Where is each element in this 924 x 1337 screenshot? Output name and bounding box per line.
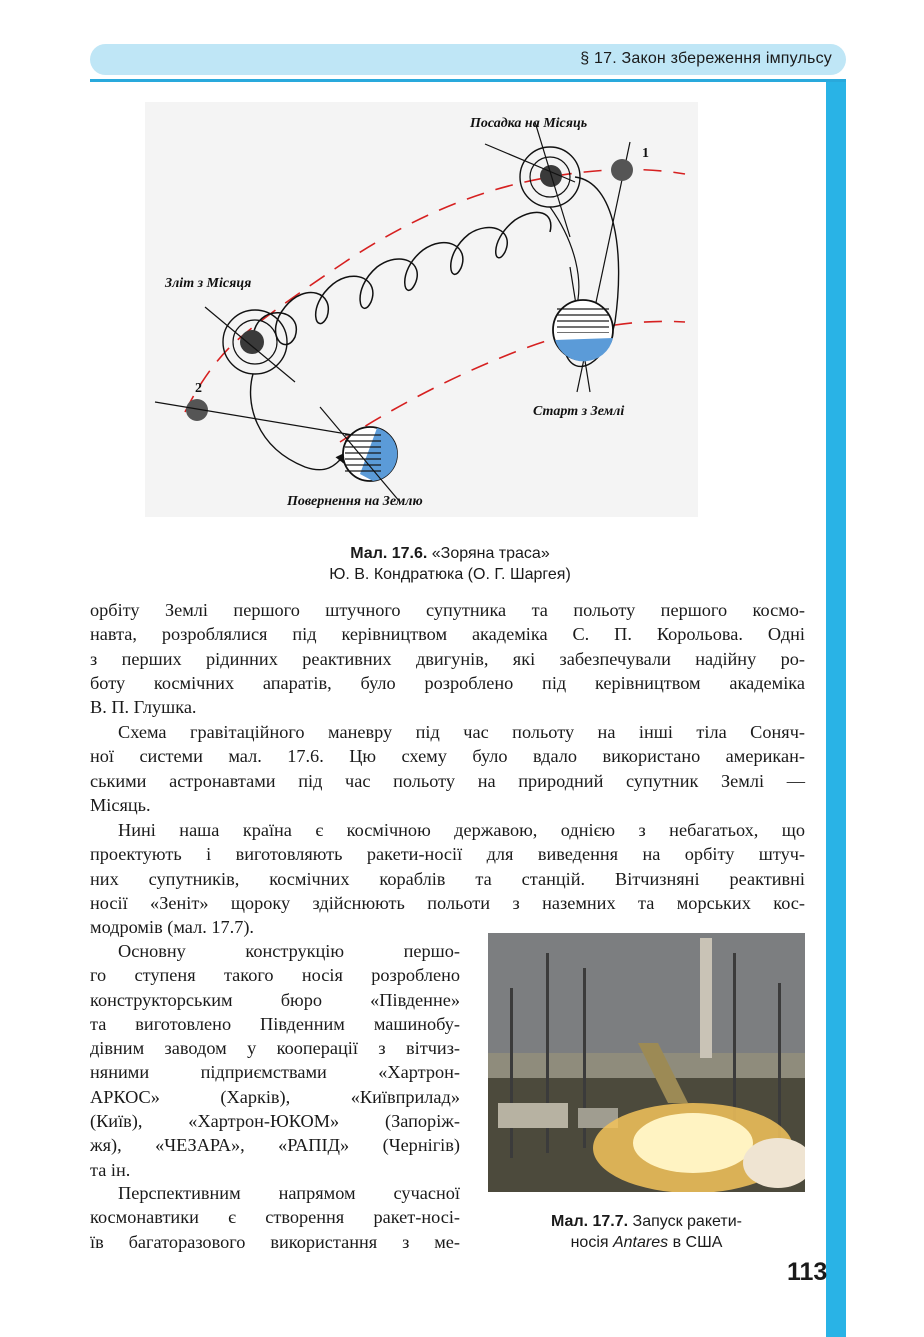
text-line: дівним заводом у кооперації з вітчиз-	[90, 1038, 460, 1059]
text-line: ськими астронавтами під час польоту на природний супутник Землі —	[90, 770, 805, 791]
section-title: § 17. Закон збереження імпульсу	[580, 50, 832, 67]
paragraph-1	[90, 598, 805, 719]
text-line: орбіту Землі першого штучного супутника та польоту першого космо-	[90, 600, 805, 620]
text-line: АРКОС» (Харків), «Київприлад»	[90, 1086, 460, 1107]
page-edge-strip	[826, 82, 846, 1337]
caption-17-7-line2	[488, 1232, 805, 1253]
caption-17-6-title: «Зоряна траса»	[431, 545, 550, 562]
text-line: їв багаторазового використання з ме-	[90, 1231, 460, 1252]
caption-17-7-post: в США	[672, 1234, 723, 1251]
rocket-launch-photo	[488, 933, 805, 1192]
figure-17-6-caption	[145, 543, 755, 585]
caption-17-7-text1: Запуск ракети-	[632, 1213, 742, 1230]
caption-17-7-pre: носія	[570, 1234, 609, 1251]
text-line: конструкторським бюро «Південне»	[90, 989, 460, 1010]
text-line: носії «Зеніт» щороку здійснюють польоти з наземних та морських кос-	[90, 892, 805, 913]
moon-orbit-line	[185, 170, 685, 413]
text-line: Нині наша країна є космічною державою, однією з небагатьох, що	[118, 820, 805, 840]
paragraph-4	[90, 939, 460, 1182]
rocket-launch-illustration	[488, 933, 805, 1192]
spiral-trajectory	[253, 212, 551, 344]
paragraph-2	[90, 720, 805, 817]
marker-2: 2	[195, 381, 202, 396]
star-route-diagram	[145, 102, 698, 517]
page-number: 113	[787, 1258, 828, 1286]
caption-17-7-label: Мал. 17.7.	[551, 1213, 629, 1230]
text-line: проектують і виготовляють ракети-носії для виведення на орбіту штуч-	[90, 844, 805, 865]
text-line: Схема гравітаційного маневру під час польоту на інші тіла Соняч-	[118, 722, 805, 742]
figure-star-route	[145, 102, 698, 517]
header-divider	[90, 79, 846, 82]
section-header	[90, 44, 846, 75]
text-line: ної системи мал. 17.6. Цю схему було вдало використано американ-	[90, 746, 805, 767]
caption-17-6-line1	[145, 543, 755, 564]
label-start: Старт з Землі	[533, 404, 625, 419]
text-line: боту космічних апаратів, було розроблено під керівництвом академіка	[90, 672, 805, 693]
text-line: навта, розроблялися під керівництвом академіка С. П. Корольова. Одні	[90, 624, 805, 645]
caption-17-7-line1	[488, 1211, 805, 1232]
text-line: (Київ), «Хартрон-ЮКОМ» (Запоріж-	[90, 1111, 460, 1132]
text-line: космонавтики є створення ракет-носі-	[90, 1207, 460, 1228]
text-line: та виготовлено Південним машинобу-	[90, 1013, 460, 1034]
paragraph-5	[90, 1181, 460, 1254]
text-line: них супутників, космічних кораблів та станцій. Вітчизняні реактивні	[90, 868, 805, 889]
text-line: Місяць.	[90, 794, 151, 815]
earth-orbit-line	[340, 321, 685, 442]
label-landing: Посадка на Місяць	[470, 116, 588, 131]
text-line: В. П. Глушка.	[90, 697, 197, 718]
text-line: го ступеня такого носія розроблено	[90, 965, 460, 986]
caption-17-6-label: Мал. 17.6.	[350, 545, 428, 562]
text-line: Перспективним напрямом сучасної	[118, 1183, 460, 1203]
text-line: з перших рідинних реактивних двигунів, які забезпечували надійну ро-	[90, 648, 805, 669]
caption-17-6-author: Ю. В. Кондратюка (О. Г. Шаргея)	[329, 566, 571, 583]
paragraph-3	[90, 818, 805, 939]
caption-17-7-rocket-name: Antares	[612, 1234, 669, 1251]
label-takeoff: Зліт з Місяця	[165, 276, 252, 291]
text-line: няними підприємствами «Хартрон-	[90, 1062, 460, 1083]
text-line: жя), «ЧЕЗАРА», «РАПІД» (Чернігів)	[90, 1135, 460, 1156]
text-line: Основну конструкцію першо-	[118, 941, 460, 961]
figure-17-7-caption	[488, 1211, 805, 1253]
text-line: та ін.	[90, 1159, 131, 1180]
text-line: модромів (мал. 17.7).	[90, 917, 254, 938]
label-return: Повернення на Землю	[287, 494, 423, 509]
marker-1: 1	[642, 146, 649, 161]
